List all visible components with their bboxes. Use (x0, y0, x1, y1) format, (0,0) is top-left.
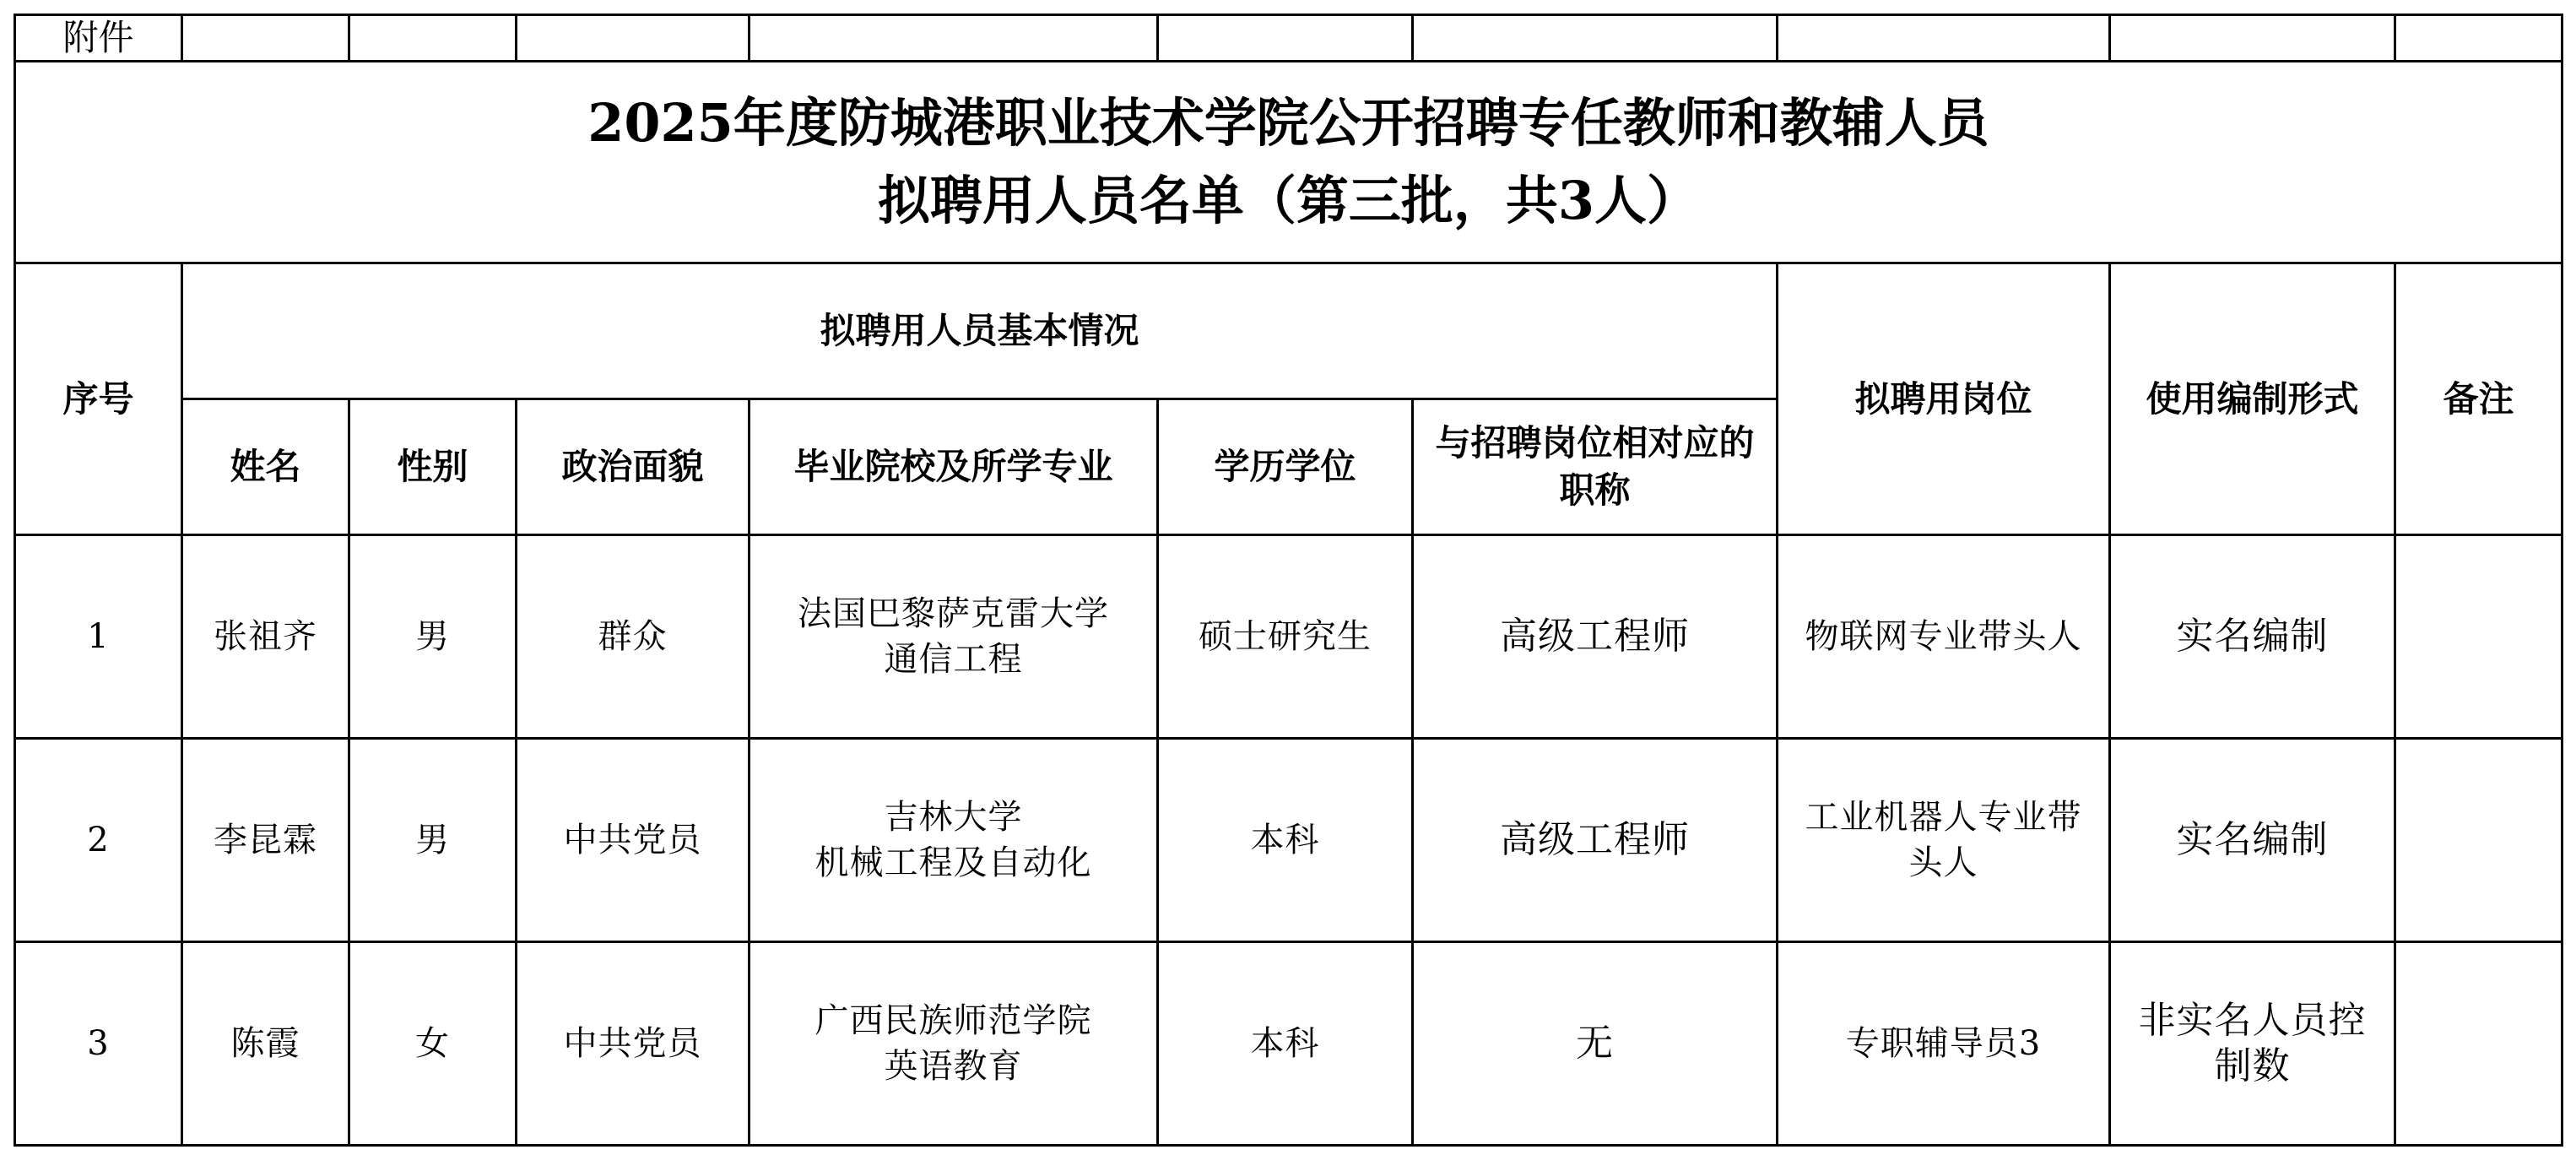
cell-education: 硕士研究生 (1158, 535, 1413, 739)
header-position: 拟聘用岗位 (1778, 263, 2110, 535)
cell-index: 2 (15, 739, 182, 942)
cell-index: 1 (15, 535, 182, 739)
attachment-row (15, 15, 2562, 62)
cell-name: 张祖齐 (182, 535, 349, 739)
empty-cell (1413, 15, 1778, 62)
cell-position: 物联网专业带头人 (1778, 535, 2110, 739)
cell-professional-title: 高级工程师 (1413, 739, 1778, 942)
table-row (15, 942, 2562, 1146)
header-gender: 性别 (349, 399, 517, 535)
table-row (15, 535, 2562, 739)
cell-staffing-form: 非实名人员控 制数 (2110, 942, 2395, 1146)
cell-school-major: 吉林大学 机械工程及自动化 (750, 739, 1158, 942)
cell-professional-title: 无 (1413, 942, 1778, 1146)
empty-cell (349, 15, 517, 62)
cell-professional-title: 高级工程师 (1413, 535, 1778, 739)
cell-name: 李昆霖 (182, 739, 349, 942)
cell-remarks (2395, 739, 2562, 942)
cell-index: 3 (15, 942, 182, 1146)
header-staffing-form: 使用编制形式 (2110, 263, 2395, 535)
empty-cell (2110, 15, 2395, 62)
cell-staffing-form: 实名编制 (2110, 535, 2395, 739)
header-political-status: 政治面貌 (517, 399, 750, 535)
header-professional-title: 与招聘岗位相对应的 职称 (1413, 399, 1778, 535)
cell-political-status: 中共党员 (517, 739, 750, 942)
header-remarks: 备注 (2395, 263, 2562, 535)
empty-cell (2395, 15, 2562, 62)
cell-gender: 男 (349, 535, 517, 739)
cell-education: 本科 (1158, 942, 1413, 1146)
cell-political-status: 群众 (517, 535, 750, 739)
cell-school-major: 广西民族师范学院 英语教育 (750, 942, 1158, 1146)
cell-education: 本科 (1158, 739, 1413, 942)
cell-remarks (2395, 942, 2562, 1146)
header-row-1 (15, 263, 2562, 399)
empty-cell (1158, 15, 1413, 62)
cell-staffing-form: 实名编制 (2110, 739, 2395, 942)
cell-political-status: 中共党员 (517, 942, 750, 1146)
document-title (15, 62, 2562, 263)
header-index: 序号 (15, 263, 182, 535)
title-row (15, 62, 2562, 263)
header-name: 姓名 (182, 399, 349, 535)
empty-cell (182, 15, 349, 62)
attachment-label: 附件 (15, 15, 182, 62)
empty-cell (1778, 15, 2110, 62)
empty-cell (750, 15, 1158, 62)
title-line-2: 拟聘用人员名单（第三批，共3人） (877, 170, 1700, 231)
header-education: 学历学位 (1158, 399, 1413, 535)
header-school-major: 毕业院校及所学专业 (750, 399, 1158, 535)
cell-remarks (2395, 535, 2562, 739)
cell-gender: 女 (349, 942, 517, 1146)
cell-position: 专职辅导员3 (1778, 942, 2110, 1146)
header-basic-info: 拟聘用人员基本情况 (182, 263, 1778, 399)
cell-name: 陈霞 (182, 942, 349, 1146)
table-row (15, 739, 2562, 942)
recruitment-table (14, 14, 2563, 1147)
title-line-1: 2025年度防城港职业技术学院公开招聘专任教师和教辅人员 (587, 92, 1989, 154)
cell-gender: 男 (349, 739, 517, 942)
cell-school-major: 法国巴黎萨克雷大学 通信工程 (750, 535, 1158, 739)
cell-position: 工业机器人专业带 头人 (1778, 739, 2110, 942)
empty-cell (517, 15, 750, 62)
